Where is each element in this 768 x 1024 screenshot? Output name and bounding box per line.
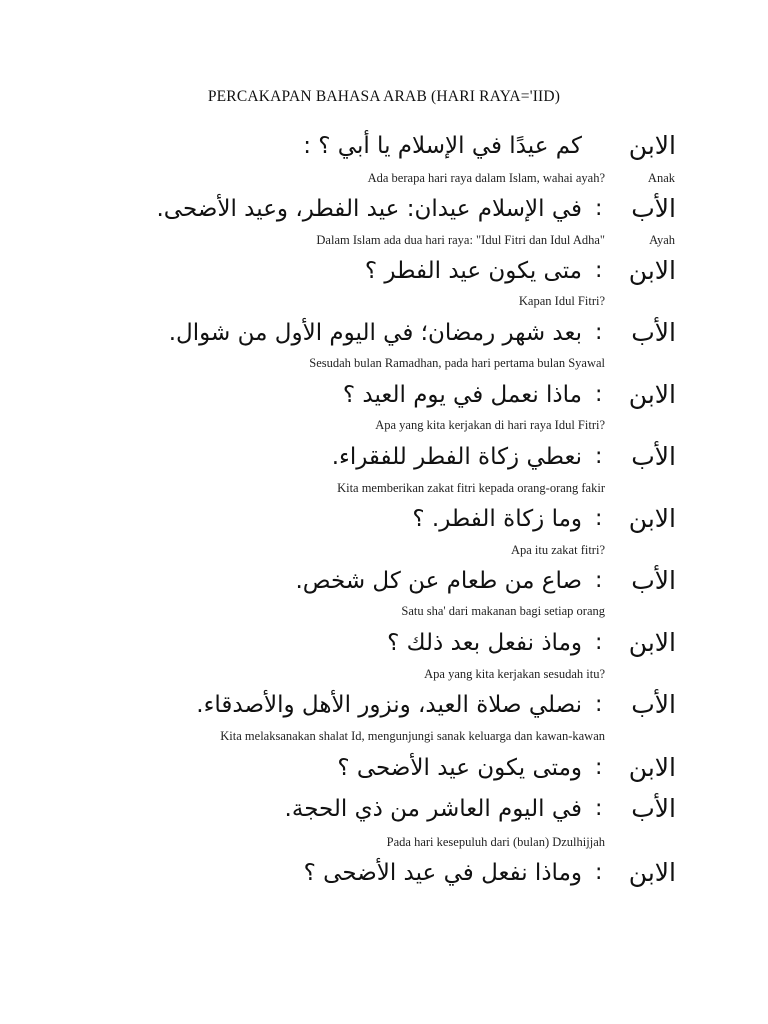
arabic-utterance: نصلي صلاة العيد، ونزور الأهل والأصدقاء. [196, 692, 582, 718]
dialogue-line-13 [0, 855, 768, 895]
translation-line-12 [0, 834, 768, 852]
arabic-utterance: ماذا نعمل في يوم العيد ؟ [342, 382, 582, 408]
arabic-utterance: وما زكاة الفطر. ؟ [412, 506, 582, 532]
dialogue-line-9 [0, 625, 768, 665]
translation-line-8 [0, 603, 768, 621]
separator: : [595, 196, 603, 221]
arabic-utterance: وماذ نفعل بعد ذلك ؟ [387, 630, 582, 656]
translation-line-2 [0, 232, 768, 250]
translation-text: Satu sha' dari makanan bagi setiap orang [401, 604, 605, 618]
translation-speaker: Anak [647, 171, 675, 185]
dialogue-line-8 [0, 563, 768, 603]
translation-line-10 [0, 728, 768, 746]
dialogue-line-7 [0, 501, 768, 541]
translation-line-1 [0, 170, 768, 188]
translation-text: Dalam Islam ada dua hari raya: "Idul Fitri dan Idul Adha" [316, 233, 605, 247]
dialogue-line-10 [0, 687, 768, 727]
arabic-utterance: كم عيدًا في الإسلام يا أبي ؟ : [303, 133, 582, 159]
speaker-label: الأب [631, 442, 676, 471]
separator: : [595, 755, 603, 780]
arabic-utterance: نعطي زكاة الفطر للفقراء. [331, 444, 582, 470]
arabic-utterance: صاع من طعام عن كل شخص. [295, 568, 582, 594]
dialogue-line-12 [0, 791, 768, 831]
translation-text: Kita memberikan zakat fitri kepada orang-orang fakir [337, 481, 605, 495]
page-title: PERCAKAPAN BAHASA ARAB (HARI RAYA='IID) [207, 88, 561, 105]
separator: : [595, 506, 603, 531]
translation-speaker: Ayah [649, 233, 675, 247]
dialogue-line-1 [0, 128, 768, 168]
speaker-label: الأب [631, 794, 676, 823]
separator: : [595, 258, 603, 283]
separator: : [595, 796, 603, 821]
separator: : [595, 692, 603, 717]
translation-text: Apa yang kita kerjakan di hari raya Idul Fitri? [375, 418, 605, 432]
arabic-utterance: في الإسلام عيدان: عيد الفطر، وعيد الأضحى. [156, 196, 582, 222]
translation-line-4 [0, 355, 768, 373]
dialogue-line-2 [0, 191, 768, 231]
translation-text: Pada hari kesepuluh dari (bulan) Dzulhijjah [386, 835, 605, 849]
translation-text: Apa yang kita kerjakan sesudah itu? [424, 667, 605, 681]
speaker-label: الابن [628, 380, 676, 409]
translation-line-6 [0, 480, 768, 498]
separator: : [595, 320, 603, 345]
translation-text: Apa itu zakat fitri? [510, 543, 605, 557]
arabic-utterance: وماذا نفعل في عيد الأضحى ؟ [303, 860, 582, 886]
dialogue-line-11 [0, 750, 768, 790]
dialogue-line-4 [0, 315, 768, 355]
speaker-label: الابن [628, 628, 676, 657]
translation-text: Kita melaksanakan shalat Id, mengunjungi sanak keluarga dan kawan-kawan [220, 729, 605, 743]
separator: : [595, 860, 603, 885]
arabic-utterance: ومتى يكون عيد الأضحى ؟ [337, 755, 582, 781]
translation-line-5 [0, 417, 768, 435]
speaker-label: الأب [631, 566, 676, 595]
translation-line-3 [0, 293, 768, 311]
translation-line-7 [0, 542, 768, 560]
translation-line-9 [0, 666, 768, 684]
arabic-utterance: في اليوم العاشر من ذي الحجة. [284, 796, 582, 822]
speaker-label: الابن [628, 131, 676, 160]
dialogue-line-6 [0, 439, 768, 479]
translation-text: Ada berapa hari raya dalam Islam, wahai ayah? [367, 171, 605, 185]
arabic-utterance: بعد شهر رمضان؛ في اليوم الأول من شوال. [168, 320, 582, 346]
dialogue-line-5 [0, 377, 768, 417]
arabic-utterance: متى يكون عيد الفطر ؟ [364, 258, 582, 284]
speaker-label: الأب [631, 690, 676, 719]
translation-text: Sesudah bulan Ramadhan, pada hari pertama bulan Syawal [309, 356, 605, 370]
speaker-label: الابن [628, 858, 676, 887]
speaker-label: الابن [628, 504, 676, 533]
separator: : [595, 568, 603, 593]
speaker-label: الأب [631, 194, 676, 223]
speaker-label: الابن [628, 753, 676, 782]
dialogue-line-3 [0, 253, 768, 293]
translation-text: Kapan Idul Fitri? [518, 294, 605, 308]
separator: : [595, 630, 603, 655]
speaker-label: الأب [631, 318, 676, 347]
separator: : [595, 444, 603, 469]
speaker-label: الابن [628, 256, 676, 285]
separator: : [595, 382, 603, 407]
